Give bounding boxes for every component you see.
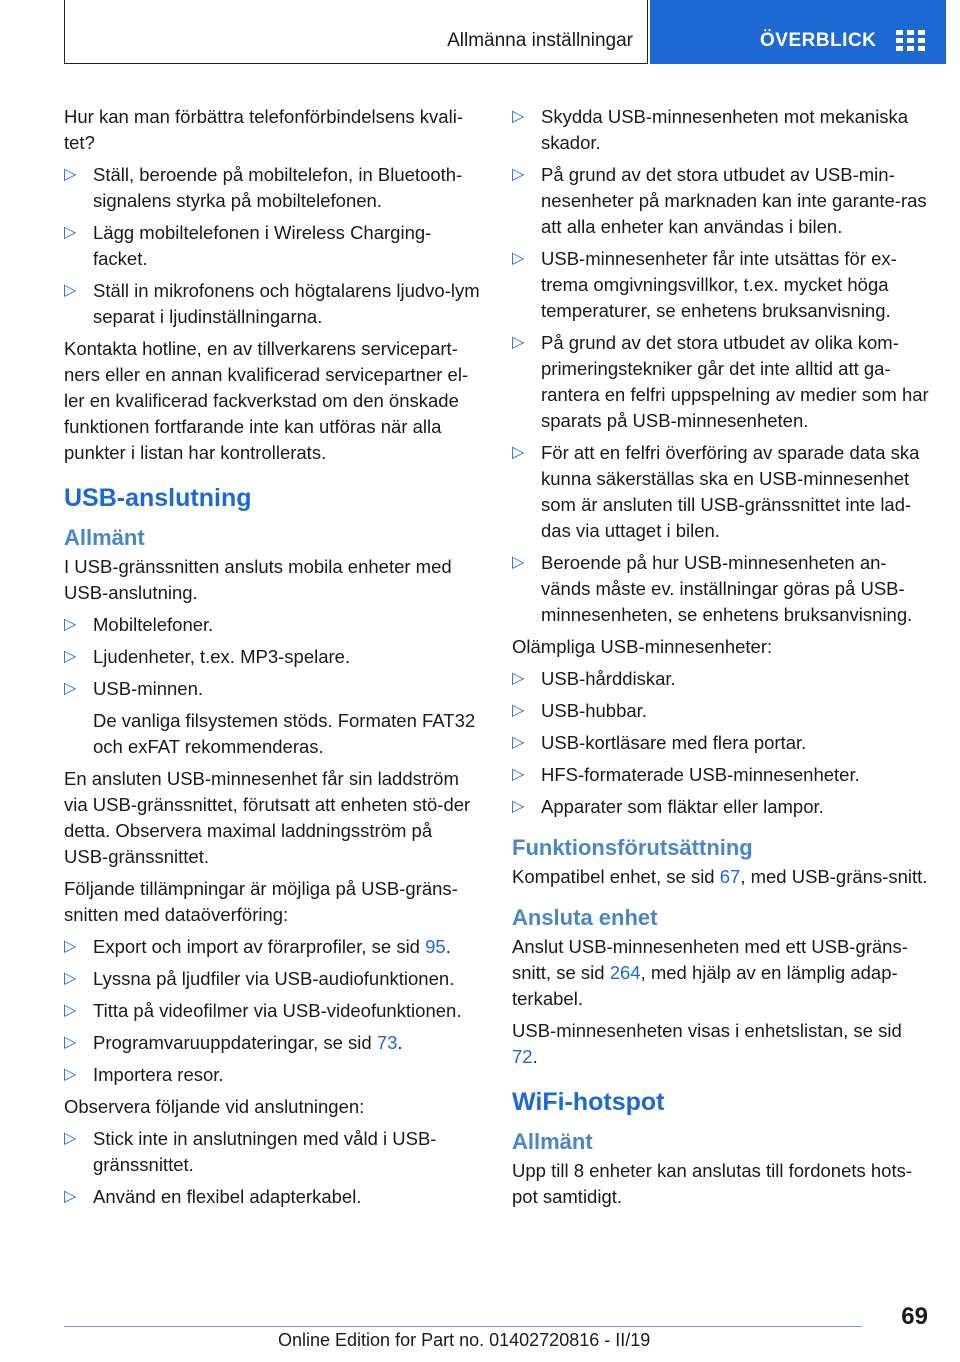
bullet-triangle-icon: ▷ — [512, 334, 525, 351]
bullet-triangle-icon: ▷ — [64, 224, 77, 241]
list-item: ▷ På grund av det stora utbudet av USB-min-nesenheter på marknaden kan inte garante-ras att alla enheter kan användas i bilen. — [512, 164, 927, 237]
list-item: ▷ Skydda USB-minnesenheten mot mekaniska skador. — [512, 106, 909, 153]
list-item: ▷ Export och import av förarprofiler, se sid 95. — [64, 934, 480, 960]
filesystem-note: De vanliga filsystemen stöds. Formaten FAT32 och exFAT rekommenderas. — [93, 710, 476, 757]
page-link[interactable]: 95 — [425, 936, 446, 957]
list-item: ▷ USB-minnesenheter får inte utsättas för ex-trema omgivningsvillkor, t.ex. mycket höga temperaturer, se enhetens bruksanvisning. — [512, 248, 897, 321]
connect-device-text: Anslut USB-minnesenheten med ett USB-gräns-snitt, se sid 264, med hjälp av en lämplig adap-terkabel. — [512, 936, 908, 1009]
bullet-triangle-icon: ▷ — [64, 648, 77, 665]
list-item: ▷ Mobiltelefoner. — [64, 612, 480, 638]
function-requirement-heading: Funktionsförutsättning — [512, 835, 753, 860]
observe-intro: Observera följande vid anslutningen: — [64, 1096, 365, 1117]
bullet-triangle-icon: ▷ — [512, 554, 525, 571]
bullet-triangle-icon: ▷ — [64, 680, 77, 697]
bullet-triangle-icon: ▷ — [512, 734, 525, 751]
list-item: ▷ USB-hubbar. — [512, 698, 932, 724]
bullet-triangle-icon: ▷ — [64, 1002, 77, 1019]
bullet-triangle-icon: ▷ — [64, 1130, 77, 1147]
usb-intro: I USB-gränssnitten ansluts mobila enheter med USB-anslutning. — [64, 556, 452, 603]
list-item: ▷ USB-hårddiskar. — [512, 666, 932, 692]
list-item: ▷ Ställ in mikrofonens och högtalarens ljudvo-lym separat i ljudinställningarna. — [64, 280, 480, 327]
device-list-text: USB-minnesenheten visas i enhetslistan, se sid 72. — [512, 1020, 902, 1067]
list-item: ▷ Programvaruuppdateringar, se sid 73. — [64, 1030, 480, 1056]
footer-edition: Online Edition for Part no. 01402720816 - II/19 — [278, 1330, 651, 1350]
list-item: ▷ Använd en flexibel adapterkabel. — [64, 1184, 480, 1210]
header-section-box — [64, 0, 648, 64]
page-link[interactable]: 72 — [512, 1046, 533, 1067]
bullet-triangle-icon: ▷ — [64, 938, 77, 955]
bullet-triangle-icon: ▷ — [64, 1188, 77, 1205]
list-item: ▷ För att en felfri överföring av sparade data ska kunna säkerställas ska en USB-minnesenhet som är ansluten till USB-gränssnittet inte lad-das via uttaget i bilen. — [512, 442, 920, 541]
wifi-text: Upp till 8 enheter kan anslutas till fordonets hots-pot samtidigt. — [512, 1160, 913, 1207]
bullet-triangle-icon: ▷ — [64, 1034, 77, 1051]
apps-intro: Följande tillämpningar är möjliga på USB-gräns-snitten med dataöverföring: — [64, 878, 458, 925]
list-item: ▷ Stick inte in anslutningen med våld i USB-gränssnittet. — [64, 1128, 437, 1175]
bullet-triangle-icon: ▷ — [64, 166, 77, 183]
left-column — [64, 104, 480, 1216]
bullet-triangle-icon: ▷ — [512, 766, 525, 783]
bullet-triangle-icon: ▷ — [512, 670, 525, 687]
list-item: ▷ Lyssna på ljudfiler via USB-audiofunktionen. — [64, 966, 480, 992]
right-column — [512, 104, 932, 1216]
list-item: ▷ Importera resor. — [64, 1062, 480, 1088]
list-item: ▷ HFS-formaterade USB-minnesenheter. — [512, 762, 932, 788]
bullet-triangle-icon: ▷ — [512, 444, 525, 461]
grid-icon — [896, 30, 926, 52]
list-item: ▷ USB-kortläsare med flera portar. — [512, 730, 932, 756]
list-item: ▷ Ljudenheter, t.ex. MP3-spelare. — [64, 644, 480, 670]
bullet-triangle-icon: ▷ — [64, 282, 77, 299]
footer-divider — [64, 1326, 862, 1327]
list-item: ▷ Lägg mobiltelefonen i Wireless Charging-facket. — [64, 222, 432, 269]
bullet-triangle-icon: ▷ — [512, 166, 525, 183]
bullet-triangle-icon: ▷ — [64, 616, 77, 633]
overview-label: ÖVERBLICK — [760, 30, 877, 51]
question-text: Hur kan man förbättra telefonförbindelsens kvali-tet? — [64, 106, 463, 153]
bullet-triangle-icon: ▷ — [512, 108, 525, 125]
general-subheading: Allmänt — [64, 525, 145, 550]
list-item: ▷ USB-minnen. — [64, 676, 480, 702]
wifi-heading: WiFi-hotspot — [512, 1088, 665, 1116]
page-link[interactable]: 73 — [376, 1032, 398, 1053]
bullet-triangle-icon: ▷ — [64, 1066, 77, 1083]
unsuitable-intro: Olämpliga USB-minnesenheter: — [512, 636, 773, 657]
page-link[interactable]: 264 — [609, 962, 641, 983]
bullet-triangle-icon: ▷ — [512, 798, 525, 815]
section-title: Allmänna inställningar — [447, 30, 633, 51]
list-item: ▷ Beroende på hur USB-minnesenheten an-vänds måste ev. inställningar göras på USB-minnesenheten, se enhetens bruksanvisning. — [512, 552, 913, 625]
usb-heading: USB-anslutning — [64, 484, 252, 512]
list-item: ▷ Apparater som fläktar eller lampor. — [512, 794, 932, 820]
overview-button[interactable] — [650, 0, 946, 64]
list-item: ▷ Ställ, beroende på mobiltelefon, in Bluetooth-signalens styrka på mobiltelefonen. — [64, 164, 463, 211]
bullet-triangle-icon: ▷ — [512, 702, 525, 719]
bullet-triangle-icon: ▷ — [64, 970, 77, 987]
connect-device-heading: Ansluta enhet — [512, 905, 658, 930]
charge-paragraph: En ansluten USB-minnesenhet får sin laddström via USB-gränssnittet, förutsatt att enheten stö-der detta. Observera maximal laddningsström på USB-gränssnittet. — [64, 768, 471, 867]
list-item: ▷ På grund av det stora utbudet av olika kom-primeringstekniker går det inte alltid att ga-rantera en felfri uppspelning av medier som har sparats på USB-minnesenheten. — [512, 332, 929, 431]
page-link[interactable]: 67 — [719, 866, 741, 887]
function-requirement-text: Kompatibel enhet, se sid 67, med USB-gräns-snitt. — [512, 866, 928, 887]
wifi-general-subheading: Allmänt — [512, 1129, 593, 1154]
list-item: ▷ Titta på videofilmer via USB-videofunktionen. — [64, 998, 480, 1024]
bullet-triangle-icon: ▷ — [512, 250, 525, 267]
contact-paragraph: Kontakta hotline, en av tillverkarens servicepart-ners eller en annan kvalificerad servicepartner el-ler en kvalificerad fackverkstad om den önskade funktionen fortfarande inte kan utföras när alla punkter i listan har kontrollerats. — [64, 338, 469, 463]
page-number: 69 — [901, 1303, 928, 1330]
